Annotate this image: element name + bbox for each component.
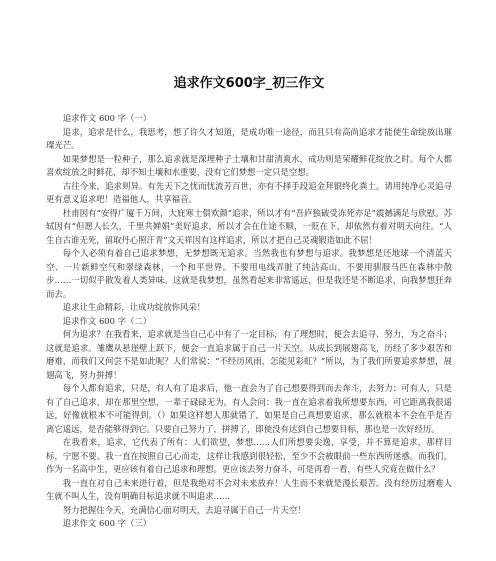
paragraph: 追求让生命精彩，让成功绽放你风采！ bbox=[62, 302, 206, 312]
paragraph: 在我看来，追求，它代表了所有：人们欲望，梦想……人们所想要尖逸，享受，并不算是追求，那样目标，宁愿不要。我一直在按照自己心而走，这样让我感到很轻松，至少不会被眼前一些东西所迷惑。而我们，作为一名高中生，更应该有着自己追求和理想。更应该去努力奋斗，可是再看一看，有些人究竟在做什么？ bbox=[46, 437, 452, 474]
section-heading-1: 追求作文 600 字（一） bbox=[62, 113, 152, 123]
document-body bbox=[46, 112, 452, 531]
paragraph: 杜甫因有“安得广厦千万间，大庇寒士俱欢颜”追求，所以才有“吾庐独破受冻死亦足”震撼满足与欣慰。苏轼因有“但愿人长久，千里共婵娟”美好追求，所以才会在仕途不顺，一贬在下，却依然有着对明天向往。“人生自古谁无死，留取丹心照汗青”文天祥因有这样追求，所以才把自己灵魂锻造如此不屈！ bbox=[46, 207, 452, 245]
paragraph: 何为追求？在我看来，追求就是当自己心中有了一定目标，有了理想时，便会去追寻、努力，为之奋斗；这就是追求。雏鹰从悬崖壁上跃下，便会一直追求属于自己一片天空。从成长到展翅高飞，历经了多少艰苦和磨难，而我们又何尝不是如此呢？人们常说：“不经历风雨，怎能见彩虹？”所以，为了我们所要追求梦想，展翅高飞，努力拼搏！ bbox=[46, 329, 452, 380]
document-title: 追求作文600字_初三作文 bbox=[173, 76, 325, 91]
section-heading-2: 追求作文 600 字（二） bbox=[62, 315, 152, 326]
paragraph: 我一直在对自己未来进行着，但是我绝对不会对未来放弃！人生而不来就是漫长艰苦。没有经历过磨难人生就不叫人生，没有明确目标追求就不叫追求…… bbox=[46, 477, 452, 501]
paragraph: 努力把握住今天，充满信心面对明天，去追寻属于自己一片天空！ bbox=[62, 504, 306, 515]
section-heading-3: 追求作文 600 字（三） bbox=[62, 518, 152, 528]
paragraph: 如果梦想是一粒种子，那么追求就是深埋种子土壤和甘甜清爽水，成功则是荣耀鲜花绽放之时。每个人都喜欢绽放之时鲜花，却不知土壤和水重要，没有它们梦想一定只是空想。 bbox=[46, 153, 452, 177]
paragraph: 每个人都有追求，只是，有人有了追求后，他一直会为了自己想要得到而去奔斗，去努力；可有人，只是有了自己追求，却在那里空想，一辈子碌碌无为。有人会问：我一直在追求着我所想要东西，可它距离我很遥远，好像就根本不可能得到。（）如果这样想人那就错了，如果是自己真想要追求，那么就根本不会在乎是否离它遥远，是否能够得到它。只要自己努力了，拼搏了，即使没有达到自己想要目标，那也是一次好经历。 bbox=[46, 383, 452, 434]
paragraph: 追求，追求是什么，我思考，想了许久才知道，是成功唯一途径，而且只有高尚追求才能使生命绽放出璀璨光芒。 bbox=[46, 126, 452, 150]
paragraph: 古往今来，追求则异。有先天下之忧而忧流芳百世，亦有不择手段追金拜银终化粪土。请用纯净心灵追寻更有意义追求吧！造福他人，共享福音。 bbox=[46, 180, 452, 204]
paragraph: 每个人必须有着自己追求梦想，无梦想既无追求。当然我也有梦想与追求。我梦想是还地球一个清蓝天空、一片新鲜空气和翠绿森林，一个和平世界。不要用电线弄脏了纯洁高山，不要用驯服马匹在森林中散步……一切似乎散发着人类异味。这就是我梦想，虽然看起来非常遥远，但是我还是不断追求，向我梦想狂奔而去。 bbox=[46, 248, 452, 299]
